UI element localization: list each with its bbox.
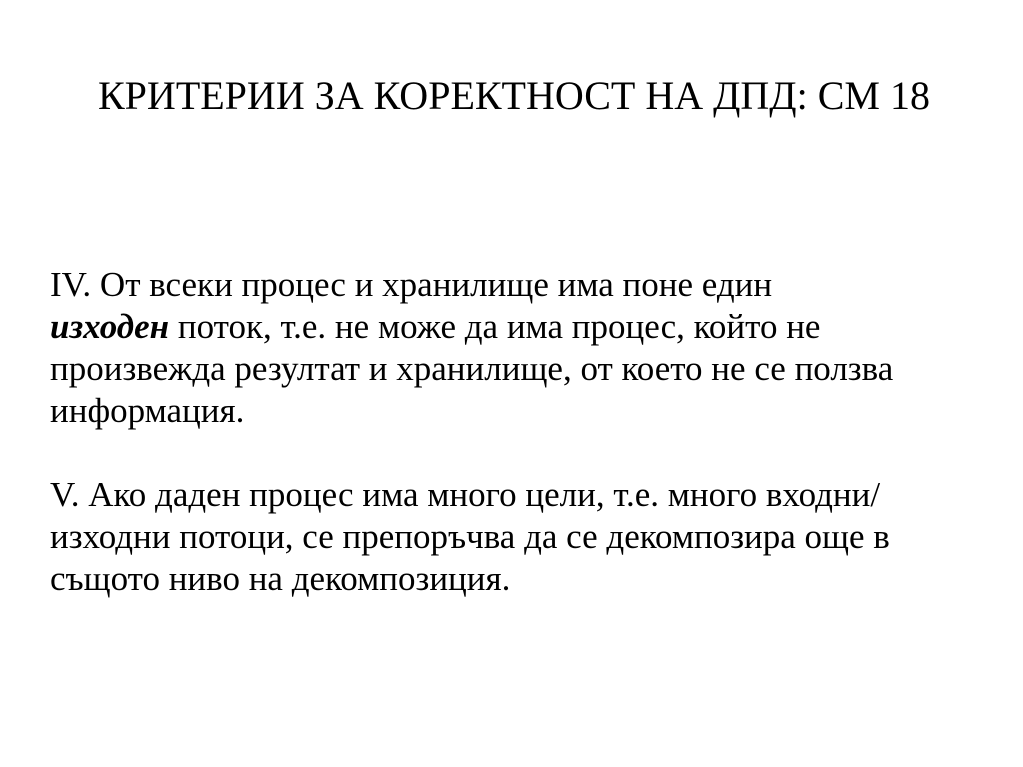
criterion-iv-paragraph bbox=[50, 264, 980, 432]
criterion-iv-rest: поток, т.е. не може да има процес, който не произвежда резултат и хранилище, от което не се ползва информация. bbox=[50, 307, 894, 430]
criterion-iv-emphasis: изходен bbox=[50, 307, 170, 346]
criterion-iv-lead: IV. От всеки процес и хранилище има поне един bbox=[50, 265, 773, 304]
slide-body bbox=[50, 264, 980, 600]
criterion-v-text: V. Ако даден процес има много цели, т.е. много входни/изходни потоци, се препоръчва да се декомпозира още в същото ниво на декомпозиция. bbox=[50, 475, 890, 598]
slide-title: КРИТЕРИИ ЗА КОРЕКТНОСТ НА ДПД: СМ 18 bbox=[98, 73, 930, 118]
criterion-v-paragraph bbox=[50, 474, 980, 600]
